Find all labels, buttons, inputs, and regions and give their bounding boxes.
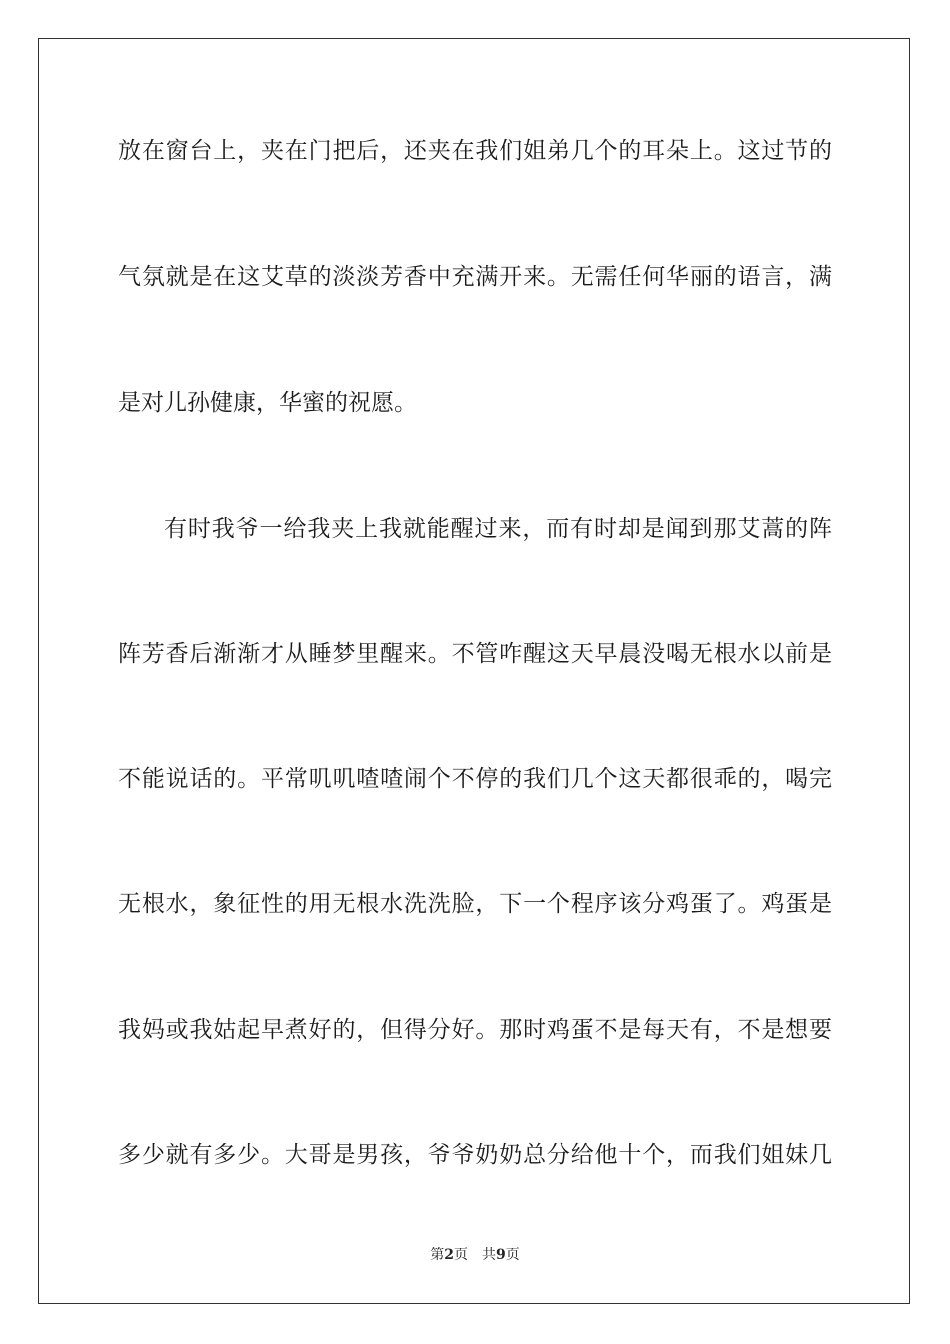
body-text-line: 是对儿孙健康，华蜜的祝愿。 — [118, 390, 417, 416]
body-text-line: 气氛就是在这艾草的淡淡芳香中充满开来。无需任何华丽的语言，满 — [118, 264, 832, 290]
body-text-line: 不能说话的。平常叽叽喳喳闹个不停的我们几个这天都很乖的，喝完 — [118, 766, 832, 792]
body-text-line: 阵芳香后渐渐才从睡梦里醒来。不管咋醒这天早晨没喝无根水以前是 — [118, 641, 832, 667]
body-text-line: 我妈或我姑起早煮好的，但得分好。那时鸡蛋不是每天有，不是想要 — [118, 1017, 832, 1043]
page-footer — [0, 1246, 950, 1264]
total-pages-label: 共9页 — [482, 1247, 520, 1263]
page-frame — [38, 38, 910, 1304]
body-text-line: 放在窗台上，夹在门把后，还夹在我们姐弟几个的耳朵上。这过节的 — [118, 138, 832, 164]
body-text-line: 无根水，象征性的用无根水洗洗脸，下一个程序该分鸡蛋了。鸡蛋是 — [118, 891, 832, 917]
page-number-label: 第2页 — [430, 1247, 468, 1263]
paragraph-first-line: 有时我爷一给我夹上我就能醒过来，而有时却是闻到那艾蒿的阵 — [164, 516, 832, 542]
body-text-line: 多少就有多少。大哥是男孩，爷爷奶奶总分给他十个，而我们姐妹几 — [118, 1142, 832, 1168]
